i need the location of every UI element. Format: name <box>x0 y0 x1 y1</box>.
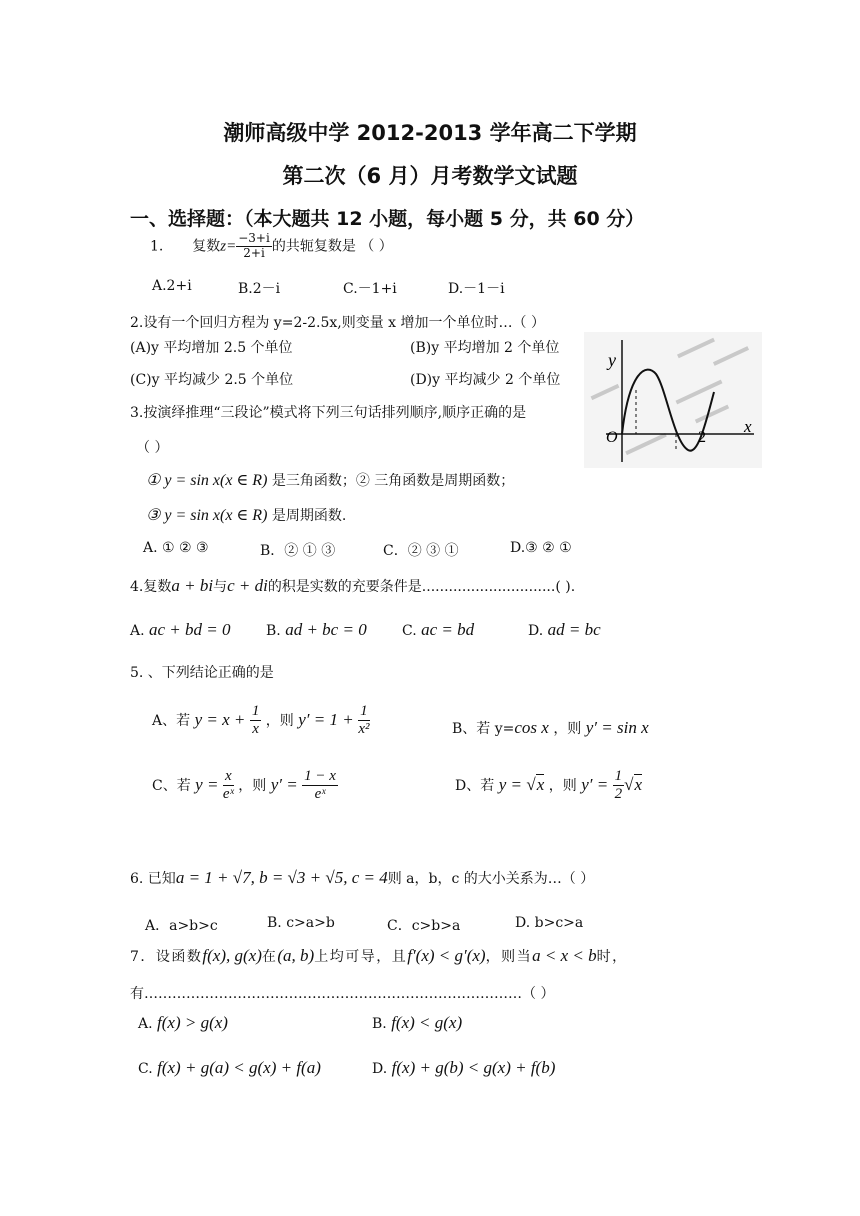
option-label: B、若 y= <box>452 721 515 737</box>
y-axis-label: y <box>608 350 616 370</box>
math-expression: y = <box>498 774 522 794</box>
question-7-line2: 有………………………………………………………………………（ ） <box>130 986 555 1002</box>
q6-option-b: B. c>a>b <box>267 915 335 931</box>
q4-option-c <box>402 620 474 640</box>
option-math: f(x) > g(x) <box>157 1013 228 1032</box>
q4-option-b <box>266 620 367 640</box>
q5-option-c <box>152 768 338 804</box>
question-text: 的共轭复数是 （ ） <box>271 238 393 255</box>
option-text: ，则 <box>238 777 267 794</box>
tick-label: 2 <box>698 429 706 446</box>
denominator: 2 <box>614 786 623 803</box>
fraction <box>302 768 338 804</box>
option-label: A. <box>138 1016 153 1032</box>
option-label: A. <box>130 623 145 639</box>
math-expression: ③ y = sin x(x ∈ R) <box>146 507 268 524</box>
question-text: 4.复数 <box>130 579 172 595</box>
numerator: 1 <box>613 768 625 786</box>
question-3-paren: （ ） <box>136 440 169 456</box>
fraction <box>223 768 234 804</box>
option-label: C. <box>138 1061 153 1077</box>
q3-statement-3 <box>146 505 346 525</box>
math-expression: c + di <box>227 576 268 595</box>
denominator: eˣ <box>314 786 326 803</box>
x-axis-label: x <box>744 417 752 436</box>
q7-option-b <box>372 1013 462 1033</box>
question-text: 上均可导，且 <box>314 949 408 965</box>
q7-option-a <box>138 1013 228 1033</box>
q2-option-c: (C)y 平均减少 2.5 个单位 <box>130 372 294 388</box>
option-math: ad + bc = 0 <box>285 620 367 639</box>
fraction <box>358 703 370 739</box>
q1-option-d: D.－1－i <box>448 281 505 297</box>
denominator: eˣ <box>222 786 234 803</box>
option-label: D. <box>528 623 544 639</box>
question-text: ，则当 <box>485 949 533 965</box>
question-text: 的积是实数的充要条件是..............................( ). <box>267 579 576 595</box>
q4-option-a <box>130 620 231 640</box>
sqrt-symbol: √ <box>526 774 536 794</box>
math-expression: y′ = 1 + <box>298 709 354 729</box>
question-text: 时， <box>596 949 628 965</box>
math-expression: a < x < b <box>532 946 597 965</box>
origin-label: O <box>606 429 618 446</box>
q3-option-d: D.③ ② ① <box>510 540 572 556</box>
option-math: f(x) < g(x) <box>391 1013 463 1032</box>
option-label: C. <box>402 623 417 639</box>
question-4 <box>130 576 575 596</box>
numerator: 1 − x <box>302 768 338 786</box>
q7-option-d <box>372 1058 555 1078</box>
q7-option-c <box>138 1058 321 1078</box>
question-text: 与 <box>213 579 228 595</box>
title-exam: 第二次（6 月）月考数学文试题 <box>282 164 578 188</box>
math-expression: y = <box>195 774 219 794</box>
option-label: C、若 <box>152 777 191 794</box>
option-label: B. <box>372 1016 387 1032</box>
q1-option-b: B.2－i <box>238 281 281 297</box>
math-expression: f(x), g(x) <box>202 946 262 965</box>
math-expression: y′ = <box>270 774 298 794</box>
q5-option-b <box>452 718 649 738</box>
question-number: 1. <box>150 238 164 255</box>
question-2: 2.设有一个回归方程为 y=2-2.5x,则变量 x 增加一个单位时…（ ） <box>130 315 545 331</box>
fraction <box>250 703 262 739</box>
denominator: x <box>252 721 259 738</box>
q2-option-a: (A)y 平均增加 2.5 个单位 <box>130 340 293 356</box>
fraction <box>613 768 625 804</box>
q3-statement-1 <box>146 470 514 490</box>
fraction <box>236 232 272 261</box>
math-expression: a = 1 + √7, b = √3 + √5, c = 4 <box>175 868 388 887</box>
math-expression: y = x + <box>194 709 246 729</box>
option-math: f(x) + g(b) < g(x) + f(b) <box>391 1058 556 1077</box>
radicand: x <box>536 774 545 794</box>
option-math: ac = bd <box>421 620 475 639</box>
option-text: ，则 <box>265 712 294 729</box>
q3-option-b: B．② ① ③ <box>260 543 336 559</box>
statement-text: 是周期函数. <box>271 508 347 524</box>
numerator: 1 <box>358 703 370 721</box>
q1-option-c: C.－1+i <box>343 281 397 297</box>
question-5: 5. 、下列结论正确的是 <box>130 665 274 681</box>
numerator: x <box>223 768 234 786</box>
q4-option-d <box>528 620 601 640</box>
denominator: x² <box>358 721 370 738</box>
radicand: x <box>634 774 643 794</box>
q6-option-d: D. b>c>a <box>515 915 584 931</box>
q5-option-a <box>152 703 370 739</box>
title-school: 潮师高级中学 2012-2013 学年高二下学期 <box>223 121 637 145</box>
option-label: D、若 <box>455 777 495 794</box>
question-7 <box>130 946 628 966</box>
math-expression: y′ = <box>581 774 609 794</box>
q3-option-c: C．② ③ ① <box>383 543 459 559</box>
math-expression: cos x <box>514 718 549 737</box>
q2-option-d: (D)y 平均减少 2 个单位 <box>410 372 561 388</box>
question-1 <box>150 232 393 261</box>
denominator: 2+i <box>243 245 265 260</box>
question-text: 7．设函数 <box>130 949 203 965</box>
option-label: A、若 <box>152 712 191 729</box>
q1-option-a: A.2+i <box>152 278 192 294</box>
math-expression: f′(x) < g′(x) <box>407 946 486 965</box>
q2-option-b: (B)y 平均增加 2 个单位 <box>410 340 560 356</box>
q5-option-d <box>455 768 642 804</box>
statement-text: 是三角函数；② 三角函数是周期函数； <box>271 473 515 489</box>
q6-option-c: C．c>b>a <box>387 918 461 934</box>
math-expression: ① y = sin x(x ∈ R) <box>146 472 268 489</box>
question-text: 复数 <box>192 238 221 255</box>
question-text: 在 <box>261 949 278 965</box>
math-expression: (a, b) <box>277 946 315 965</box>
option-label: D. <box>372 1061 388 1077</box>
option-label: B. <box>266 623 281 639</box>
function-graph-figure <box>584 332 762 468</box>
section-heading: 一、选择题：（本大题共 12 小题，每小题 5 分，共 60 分） <box>130 208 645 230</box>
q6-option-a: A．a>b>c <box>145 918 218 934</box>
numerator: −3+i <box>238 231 270 245</box>
numerator: 1 <box>250 703 262 721</box>
option-math: f(x) + g(a) < g(x) + f(a) <box>157 1058 321 1077</box>
question-text: 6. 已知 <box>130 871 176 887</box>
question-text: 则 a，b，c 的大小关系为…（ ） <box>387 871 595 887</box>
option-text: ，则 <box>553 721 582 737</box>
math-variable: z= <box>220 238 237 255</box>
question-3: 3.按演绎推理“三段论”模式将下列三句话排列顺序,顺序正确的是 <box>130 405 527 421</box>
sqrt-symbol: √ <box>624 774 634 794</box>
math-expression: y′ = sin x <box>585 718 649 737</box>
question-6 <box>130 868 594 888</box>
option-text: ，则 <box>548 777 577 794</box>
math-expression: a + bi <box>171 576 214 595</box>
option-math: ac + bd = 0 <box>149 620 231 639</box>
option-math: ad = bc <box>547 620 601 639</box>
q3-option-a: A. ① ② ③ <box>143 540 209 556</box>
